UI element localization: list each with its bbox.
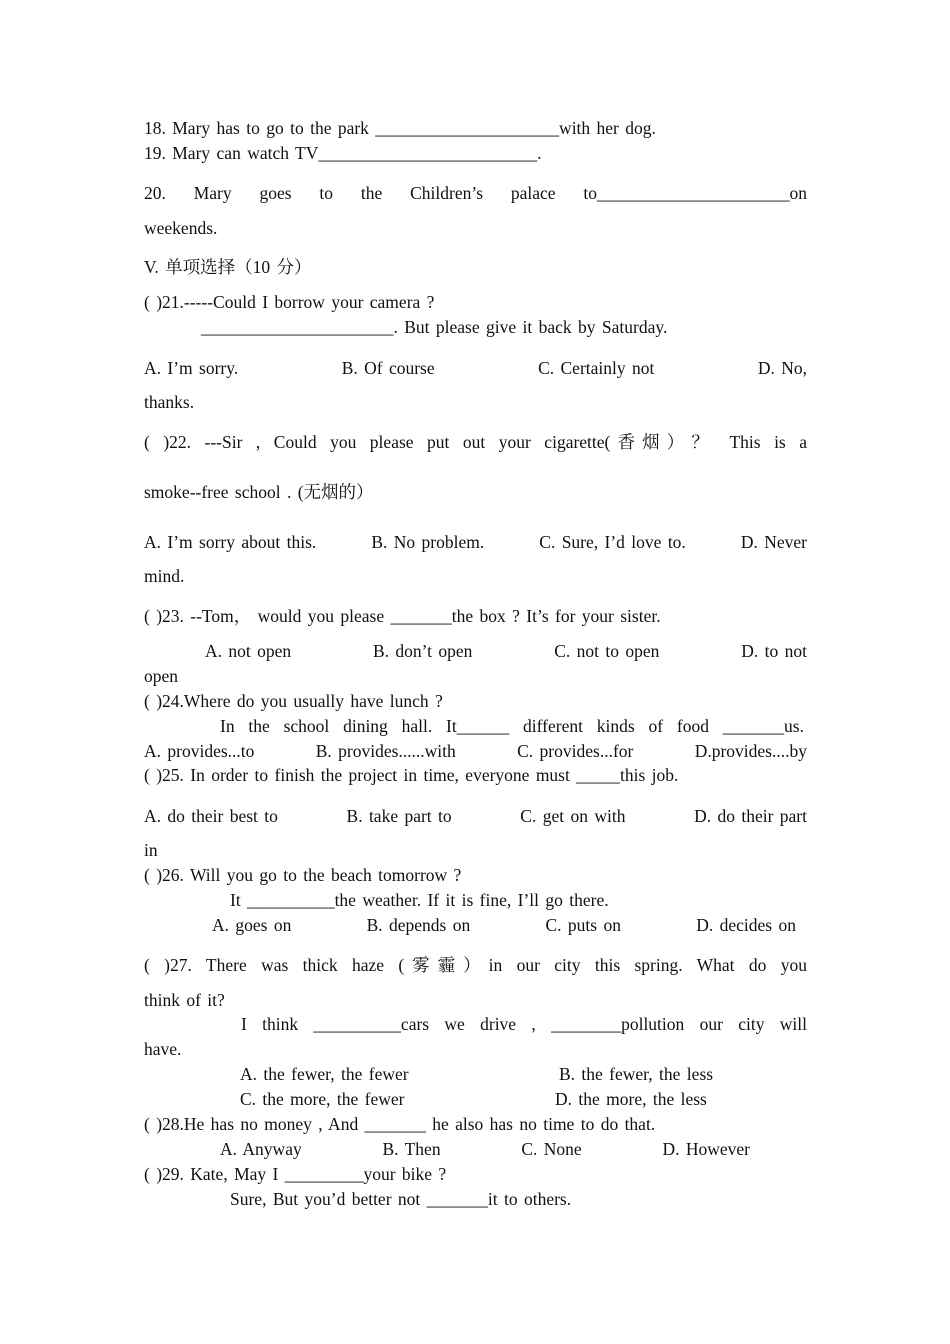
option-c: C. puts on <box>545 915 621 935</box>
option-c: C. None <box>521 1139 582 1159</box>
option-a: A. do their best to <box>144 806 278 826</box>
option-c: C. Certainly not <box>538 358 655 378</box>
option-b: B. depends on <box>366 915 471 935</box>
question-23: ( )23. --Tom， would you please _______the box ? It’s for your sister. <box>144 606 661 626</box>
option-c: C. not to open <box>554 641 660 661</box>
options-25 <box>144 805 807 827</box>
option-c: C. the more, the fewer <box>240 1089 405 1109</box>
question-20-cont: weekends. <box>144 218 218 238</box>
question-25: ( )25. In order to finish the project in time, everyone must _____this job. <box>144 765 679 785</box>
question-18: 18. Mary has to go to the park _____________________with her dog. <box>144 118 656 138</box>
options-21 <box>144 357 807 379</box>
options-25-cont: in <box>144 840 158 860</box>
option-d: D. Never <box>740 532 807 552</box>
option-b: B. Then <box>382 1139 441 1159</box>
question-21: ( )21.-----Could I borrow your camera ? <box>144 292 435 312</box>
option-d: D. do their part <box>694 806 807 826</box>
option-b: B. take part to <box>346 806 452 826</box>
question-28: ( )28.He has no money , And _______ he also has no time to do that. <box>144 1114 656 1134</box>
question-29-answer: Sure, But you’d better not _______it to others. <box>230 1189 572 1209</box>
option-a: A. Anyway <box>220 1139 302 1159</box>
option-d: D. No, <box>757 358 807 378</box>
option-b: B. don’t open <box>372 641 473 661</box>
options-21-cont: thanks. <box>144 392 195 412</box>
options-26 <box>212 914 796 936</box>
option-d: D. However <box>662 1139 750 1159</box>
option-c: C. provides...for <box>517 741 634 761</box>
option-a: A. provides...to <box>144 741 255 761</box>
options-23 <box>205 640 807 662</box>
question-19: 19. Mary can watch TV_________________________. <box>144 143 542 163</box>
option-b: B. the fewer, the less <box>559 1064 714 1084</box>
option-d: D. the more, the less <box>555 1089 707 1109</box>
question-22: ( )22. ---Sir , Could you please put out your cigarette(香烟）？ This is a <box>144 432 807 452</box>
question-27-cont: think of it? <box>144 990 225 1010</box>
option-b: B. No problem. <box>371 532 485 552</box>
options-27-row1 <box>240 1063 800 1085</box>
options-22-cont: mind. <box>144 566 185 586</box>
option-d: D.provides....by <box>694 741 807 761</box>
question-26: ( )26. Will you go to the beach tomorrow ? <box>144 865 462 885</box>
options-27-row2 <box>240 1088 800 1110</box>
option-a: A. the fewer, the fewer <box>240 1064 409 1084</box>
option-a: A. goes on <box>212 915 292 935</box>
option-b: B. provides......with <box>315 741 456 761</box>
option-b: B. Of course <box>341 358 435 378</box>
question-22-cont: smoke--free school . (无烟的） <box>144 482 374 502</box>
option-c: C. Sure, I’d love to. <box>539 532 686 552</box>
option-d: D. to not <box>741 641 807 661</box>
question-29: ( )29. Kate, May I _________your bike ? <box>144 1164 447 1184</box>
section-title: V. 单项选择（10 分） <box>144 257 312 277</box>
question-27-answer-cont: have. <box>144 1039 182 1059</box>
question-27-answer: I think __________cars we drive , ________pollution our city will <box>241 1014 807 1034</box>
option-a: A. not open <box>205 641 292 661</box>
question-24: ( )24.Where do you usually have lunch ? <box>144 691 443 711</box>
question-27: ( )27. There was thick haze (雾霾）in our city this spring. What do you <box>144 955 807 975</box>
question-26-answer: It __________the weather. If it is fine, I’ll go there. <box>230 890 609 910</box>
question-21-answer: ______________________. But please give it back by Saturday. <box>201 317 668 337</box>
options-23-cont: open <box>144 666 179 686</box>
options-24 <box>144 740 807 762</box>
options-22 <box>144 531 807 553</box>
option-a: A. I’m sorry. <box>144 358 239 378</box>
option-a: A. I’m sorry about this. <box>144 532 317 552</box>
options-28 <box>220 1138 750 1160</box>
question-24-answer: In the school dining hall. It______ different kinds of food _______us. <box>220 716 804 736</box>
option-c: C. get on with <box>520 806 626 826</box>
option-d: D. decides on <box>696 915 796 935</box>
question-20: 20. Mary goes to the Children’s palace to______________________on <box>144 183 807 203</box>
